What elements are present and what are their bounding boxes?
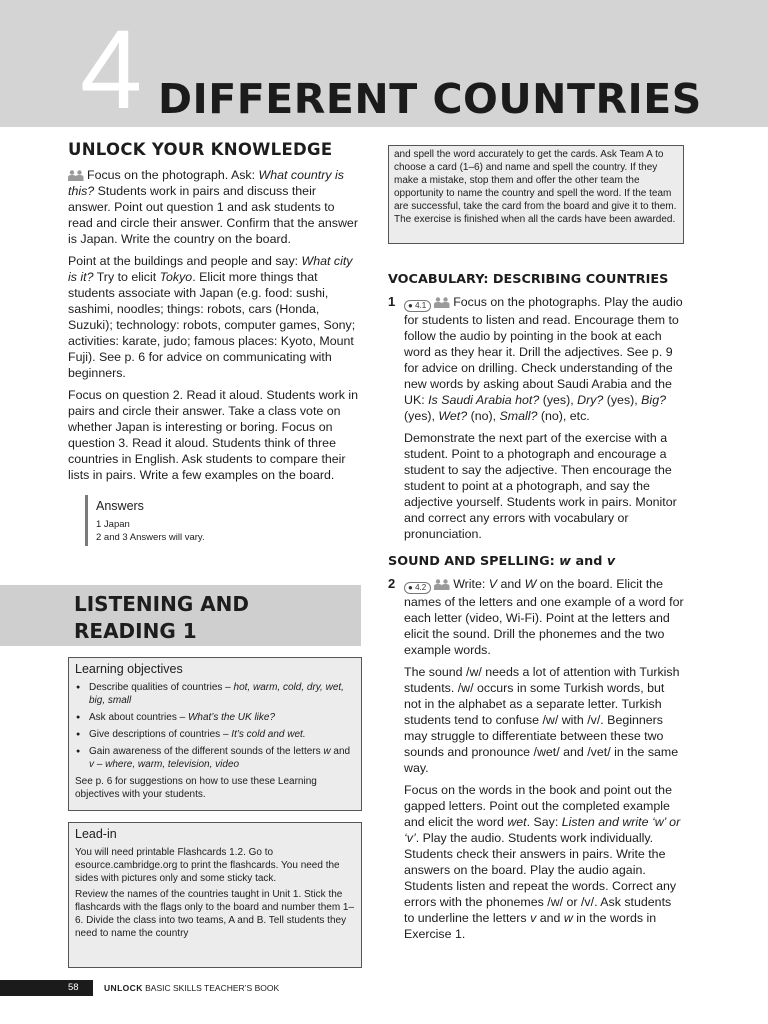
unlock-knowledge-heading: UNLOCK YOUR KNOWLEDGE xyxy=(68,140,333,159)
footer-bar xyxy=(0,980,93,996)
right-column xyxy=(388,264,684,948)
answer-line: 1 Japan xyxy=(96,519,130,530)
lead-in-paragraph-1: You will need printable Flashcards 1.2. Go to esource.cambridge.org to print the flashcards. You need the sides with pictures only and some sticky tack. xyxy=(75,847,340,884)
speaker-icon: ● xyxy=(408,301,413,310)
answers-title: Answers xyxy=(96,499,144,513)
answers-box xyxy=(85,495,285,546)
unlock-paragraph-1: Focus on the photograph. Ask: What country is this? Students work in pairs and discuss their answer. Point out question 1 and ask students to read and circle their answer. Confirm that the answer is Japan. Write the country on the board. xyxy=(68,168,358,246)
exercise-number: 2 xyxy=(388,576,396,591)
pair-work-icon xyxy=(68,170,84,181)
list-item: ● Gain awareness of the different sounds of the letters w and v – where, warm, television, video xyxy=(75,745,355,771)
unit-title: DIFFERENT COUNTRIES xyxy=(158,75,702,123)
listening-section-title: LISTENING AND READING 1 xyxy=(74,592,250,643)
vocabulary-paragraph-2: Demonstrate the next part of the exercise with a student. Point to a photograph and encourage a student to say the adjective. Then encourage the student to point at a photograph, and say the adjective yourself. Students work in pairs. Monitor and correct any errors with vocabulary or pronunciation. xyxy=(404,431,677,541)
lead-in-continued-box xyxy=(388,145,684,244)
list-item: ● Ask about countries – What’s the UK like? xyxy=(75,711,355,724)
pair-work-icon xyxy=(434,297,450,308)
left-column xyxy=(68,140,360,546)
sound-paragraph-2: The sound /w/ needs a lot of attention with Turkish students. /w/ occurs in some Turkish words, but not in the alphabet as a separate letter. Turkish students tend to confuse /w/ with /v/. Beginners may struggle to differentiate between these two sounds and pronounce /wet/ and /vet/ in the same way. xyxy=(404,665,680,775)
lead-in-title: Lead-in xyxy=(75,827,117,841)
unlock-paragraph-3: Focus on question 2. Read it aloud. Students work in pairs and circle their answer. Take a class vote on whether Japan is interesting or boring. Focus on question 3. Read it aloud. Students think of three countries in English. Ask students to compare their lists in pairs. Write a few examples on the board. xyxy=(68,388,358,482)
vocabulary-exercise-1 xyxy=(388,294,684,542)
unlock-paragraph-2: Point at the buildings and people and say: What city is it? Try to elicit Tokyo. Elicit more things that students associate with Japan (e.g. food: sushi, sashimi, noodles; things: robots, cars (Honda, Suzuki); technology: robots, computer games, Sony; activities: karate, judo; famous places: Kyoto, Mount Fuji). See p. 6 for advice on communicating with beginners. xyxy=(68,254,356,380)
vocabulary-paragraph-1: ● 4.1 Focus on the photographs. Play the audio for students to listen and read. Encourage them to follow the audio by pointing in the book at each word as they hear it. Drill the adjectives. See p. 9 for advice on drilling. Check understanding of the new words by asking about Saudi Arabia and the UK: Is Saudi Arabia hot? (yes), Dry? (yes), Big? (yes), Wet? (no), Small? (no), etc. xyxy=(404,295,683,423)
footer-brand xyxy=(104,982,279,995)
book-title: BASIC SKILLS TEACHER’S BOOK xyxy=(145,983,280,993)
learning-objectives-footer: See p. 6 for suggestions on how to use these Learning objectives with your students. xyxy=(75,776,317,800)
learning-objectives-list xyxy=(75,681,355,771)
pair-work-icon xyxy=(434,579,450,590)
lead-in-continued-text: and spell the word accurately to get the cards. Ask Team A to choose a card (1–6) and name and spell the country. If they make a mistake, stop them and offer the other team the opportunity to name the country and spell the word. If the team are successful, take the card from the board and give it to them. The exercise is finished when all the cards have been awarded. xyxy=(394,149,677,225)
list-item: ● Describe qualities of countries – hot, warm, cold, dry, wet, big, small xyxy=(75,681,355,707)
sound-spelling-heading: SOUND AND SPELLING: w and v xyxy=(388,554,616,569)
audio-track-badge: ● 4.1 xyxy=(404,300,431,312)
sound-paragraph-3: Focus on the words in the book and point out the gapped letters. Point out the completed example and elicit the word wet. Say: Listen and write ‘w’ or ‘v’. Play the audio. Students work individually. Students check their answers in pairs. Write the answers on the board. Play the audio again. Students listen and repeat the words. Correct any errors with the phonemes /w/ or /v/. Ask students to underline the letters v and w in the words in Exercise 1. xyxy=(404,783,681,941)
sound-exercise-2 xyxy=(388,576,684,942)
audio-track-badge: ● 4.2 xyxy=(404,582,431,594)
speaker-icon: ● xyxy=(408,583,413,592)
learning-objectives-title: Learning objectives xyxy=(75,662,183,676)
learning-objectives-box xyxy=(68,657,362,811)
unit-number: 4 xyxy=(80,7,143,132)
lead-in-paragraph-2: Review the names of the countries taught in Unit 1. Stick the flashcards with the flags only to the board and number them 1–6. Divide the class into two teams, A and B. Tell students they need to name the country xyxy=(75,889,355,939)
exercise-number: 1 xyxy=(388,294,396,309)
list-item: ● Give descriptions of countries – It’s cold and wet. xyxy=(75,728,355,741)
brand-logo: UNLOCK xyxy=(104,983,143,993)
page-number: 58 xyxy=(68,982,79,993)
sound-paragraph-1: ● 4.2 Write: V and W on the board. Elicit the names of the letters and one example of a word for each letter (video, Wi-Fi). Point at the letters and elicit the sound. Drill the phonemes and the two example words. xyxy=(404,577,684,657)
lead-in-box xyxy=(68,822,362,968)
vocabulary-heading: VOCABULARY: DESCRIBING COUNTRIES xyxy=(388,272,669,287)
answer-line: 2 and 3 Answers will vary. xyxy=(96,532,205,543)
